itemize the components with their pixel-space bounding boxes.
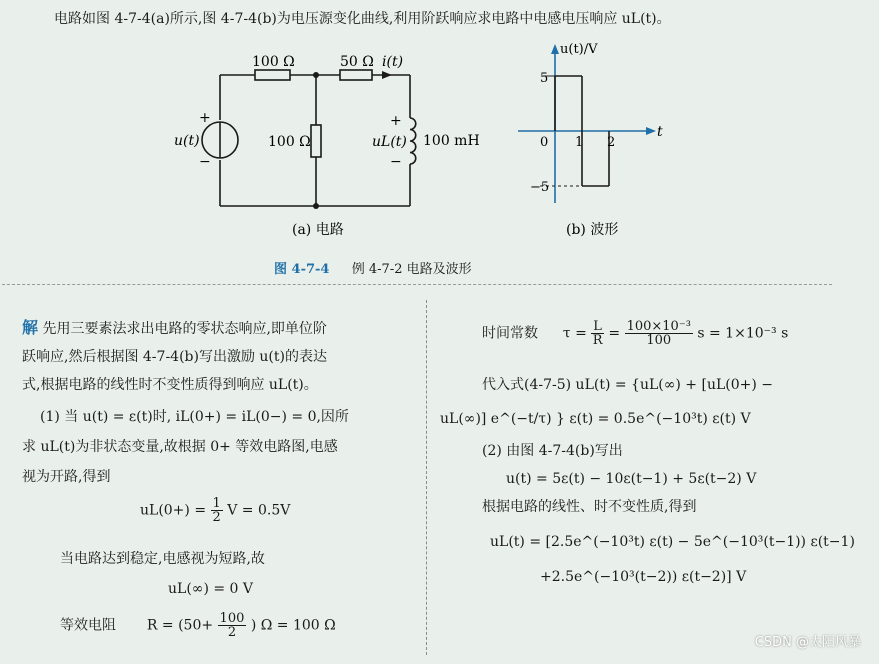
node-top: [313, 72, 319, 78]
solution-right-2: 代入式(4-7-5) uL(t) = {uL(∞) + [uL(0+) −: [482, 377, 774, 393]
solution-line-3: 式,根据电路的线性时不变性质得到响应 uL(t)。: [22, 377, 318, 393]
tick-5: 5: [540, 71, 549, 86]
equation-resistance: 等效电阻 R = (50+ $\frac{100}{2}$ ) Ω = 100 Ω: [60, 611, 336, 640]
caption-b: (b) 波形: [566, 222, 619, 238]
solution-line-5: 求 uL(t)为非状态变量,故根据 0+ 等效电路图,电感: [22, 439, 338, 455]
waveform-ylabel: u(t)/V: [560, 42, 598, 57]
figure-caption: [274, 258, 472, 277]
figure-title: 例 4-7-2 电路及波形: [351, 262, 472, 277]
current-arrow-icon: [382, 71, 392, 79]
solution-line-7: 当电路达到稳定,电感视为短路,故: [60, 551, 265, 567]
problem-statement: 电路如图 4-7-4(a)所示,图 4-7-4(b)为电压源变化曲线,利用阶跃响应求电路中电感电压响应 uL(t)。: [54, 11, 671, 27]
equation-ul-inf: uL(∞) = 0 V: [168, 581, 253, 597]
equation-ul0: uL(0+) = $\frac{1}{2}$ V = 0.5V: [140, 496, 291, 525]
solution-line-1: 解 先用三要素法求出电路的零状态响应,即单位阶: [22, 318, 327, 337]
resistor-100-top: [255, 70, 290, 80]
y-axis-arrow-icon: [551, 44, 559, 54]
solution-right-5: u(t) = 5ε(t) − 10ε(t−1) + 5ε(t−2) V: [506, 471, 757, 487]
label-r1: 100 Ω: [252, 54, 295, 70]
solution-label: 解: [22, 318, 39, 337]
label-r3: 100 Ω: [268, 134, 311, 150]
x-axis-arrow-icon: [646, 127, 656, 135]
label-inductor: 100 mH: [423, 133, 480, 149]
label-current: i(t): [382, 54, 404, 70]
waveform-xlabel: t: [657, 124, 663, 140]
resistor-100-mid: [311, 125, 321, 157]
tick-0: 0: [540, 135, 549, 150]
caption-a: (a) 电路: [292, 222, 344, 238]
minus-source: −: [199, 154, 211, 170]
column-divider: [426, 300, 427, 655]
solution-right-4: (2) 由图 4-7-4(b)写出: [482, 443, 623, 459]
plus-inductor: +: [390, 113, 402, 129]
figure-number: 图 4-7-4: [274, 262, 330, 277]
solution-line-6: 视为开路,得到: [22, 469, 111, 485]
solution-right-3: uL(∞)] e^(−t/τ) } ε(t) = 0.5e^(−10³t) ε(t) V: [440, 411, 751, 427]
solution-right-8: +2.5e^(−10³(t−2)) ε(t−2)] V: [540, 569, 747, 585]
node-bottom: [313, 203, 319, 209]
tick-1: 1: [575, 135, 584, 150]
solution-line-2: 跃响应,然后根据图 4-7-4(b)写出激励 u(t)的表达: [22, 349, 327, 365]
solution-right-7: uL(t) = [2.5e^(−10³t) ε(t) − 5e^(−10³(t−1)) ε(t−1): [490, 534, 855, 550]
minus-inductor: −: [390, 154, 402, 170]
label-r2: 50 Ω: [340, 54, 374, 70]
solution-line-4: (1) 当 u(t) = ε(t)时, iL(0+) = iL(0−) = 0,因所: [40, 409, 349, 425]
label-source: u(t): [174, 133, 200, 149]
tick-2: 2: [607, 135, 616, 150]
label-ul: uL(t): [372, 134, 407, 150]
plus-source: +: [199, 110, 211, 126]
tick-neg5: −5: [530, 180, 550, 195]
figure-4-7-4: [0, 0, 879, 290]
equation-tau: 时间常数 τ = $\frac{L}{R}$ = $\frac{\text{100×10⁻³}}{100}$ s = 1×10⁻³ s: [482, 319, 789, 348]
solution-right-6: 根据电路的线性、时不变性质,得到: [482, 499, 697, 515]
watermark: CSDN @太阳风暴: [754, 635, 861, 650]
section-divider: [2, 284, 832, 285]
inductor-coil: [410, 118, 416, 164]
resistor-50: [340, 70, 372, 80]
